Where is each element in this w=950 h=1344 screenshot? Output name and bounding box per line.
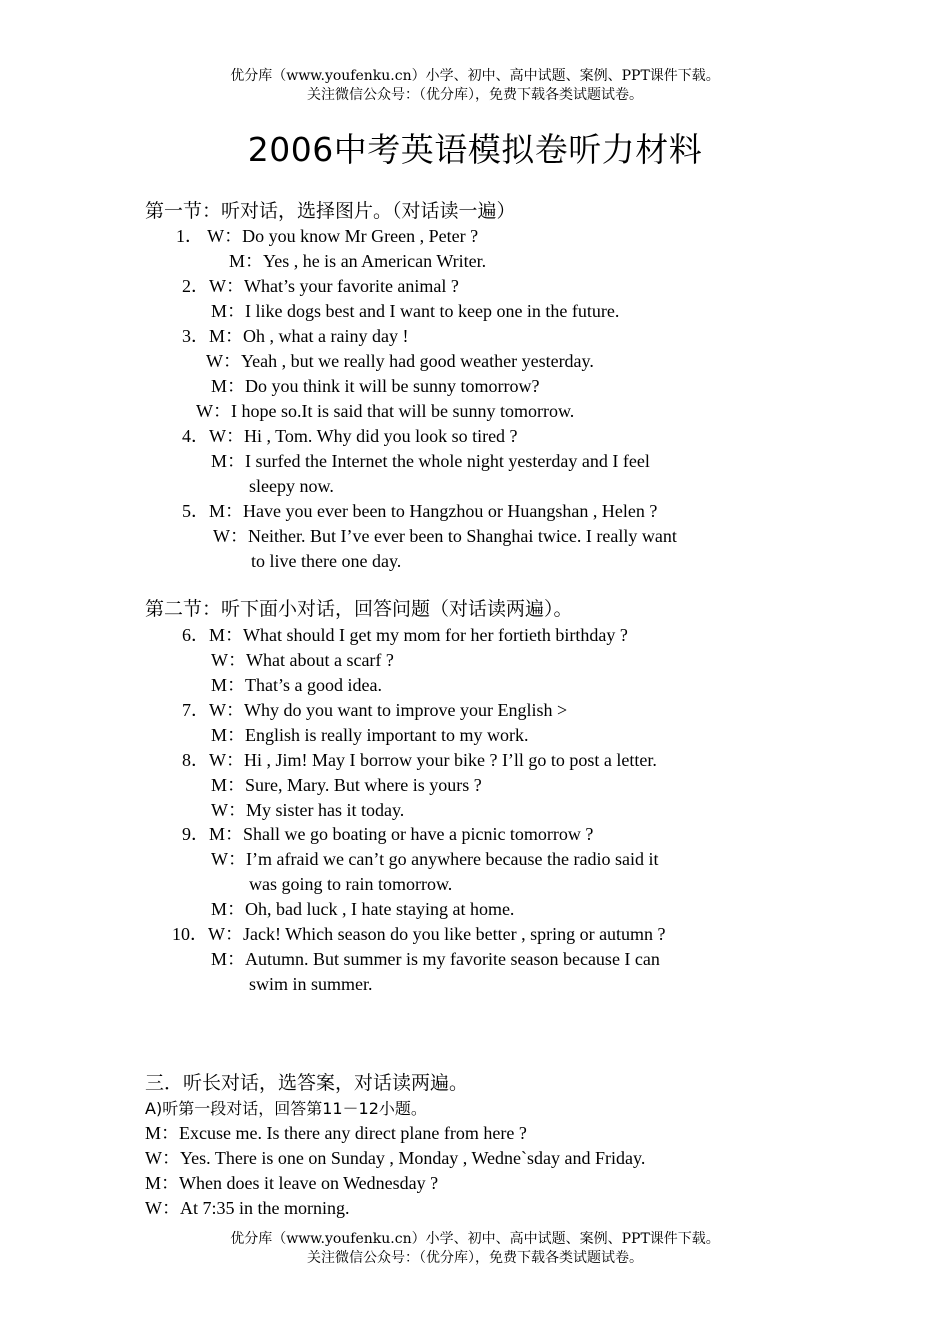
s1-line-13: W：Neither. But I’ve ever been to Shanghai twice. I really want <box>213 526 677 546</box>
footer-line-2: 关注微信公众号：（优分库），免费下载各类试题试卷。 <box>307 1250 643 1266</box>
s1-line-6: W：Yeah , but we really had good weather yesterday. <box>206 351 594 371</box>
s1-line-8: W：I hope so.It is said that will be sunny tomorrow. <box>196 401 575 421</box>
section-1-heading: 第一节：听对话，选择图片。（对话读一遍） <box>145 200 516 222</box>
s3-line-1: M：Excuse me. Is there any direct plane from here ? <box>145 1123 527 1143</box>
s2-line-3: M：That’s a good idea. <box>211 675 382 695</box>
s2-line-13: 10．W：Jack! Which season do you like better , spring or autumn ? <box>172 924 666 944</box>
s2-line-12: M：Oh, bad luck , I hate staying at home. <box>211 899 515 919</box>
s1-line-4: M：I like dogs best and I want to keep one in the future. <box>211 301 620 321</box>
s1-line-11: sleepy now. <box>249 476 334 496</box>
s1-line-9: 4．W：Hi , Tom. Why did you look so tired ? <box>182 426 518 446</box>
s1-line-3: 2．W：What’s your favorite animal ? <box>182 276 459 296</box>
s1-line-10: M：I surfed the Internet the whole night yesterday and I feel <box>211 451 650 471</box>
s3-line-2: W：Yes. There is one on Sunday , Monday , Wedne`sday and Friday. <box>145 1148 646 1168</box>
s2-line-7: M：Sure, Mary. But where is yours ? <box>211 775 482 795</box>
section-3-subheading: A)听第一段对话，回答第11－12小题。 <box>145 1099 427 1118</box>
s3-line-3: M：When does it leave on Wednesday ? <box>145 1173 439 1193</box>
s2-line-1: 6．M：What should I get my mom for her fortieth birthday ? <box>182 625 628 645</box>
s1-line-2: M：Yes , he is an American Writer. <box>229 251 487 271</box>
s2-line-6: 8．W：Hi , Jim! May I borrow your bike ? I’ll go to post a letter. <box>182 750 657 770</box>
s2-line-8: W：My sister has it today. <box>211 800 405 820</box>
header-line-1: 优分库（www.youfenku.cn）小学、初中、高中试题、案例、PPT课件下载。 <box>230 68 720 84</box>
s2-line-9: 9．M：Shall we go boating or have a picnic tomorrow ? <box>182 824 594 844</box>
s2-line-15: swim in summer. <box>249 974 373 994</box>
s2-line-4: 7．W：Why do you want to improve your English > <box>182 700 568 720</box>
s2-line-14: M：Autumn. But summer is my favorite season because I can <box>211 949 660 969</box>
s2-line-5: M：English is really important to my work. <box>211 725 529 745</box>
s1-line-5: 3．M：Oh , what a rainy day ! <box>182 326 409 346</box>
s2-line-2: W：What about a scarf ? <box>211 650 394 670</box>
s2-line-11: was going to rain tomorrow. <box>249 874 453 894</box>
s3-line-4: W：At 7:35 in the morning. <box>145 1198 350 1218</box>
s1-line-7: M：Do you think it will be sunny tomorrow? <box>211 376 540 396</box>
page-title: 2006中考英语模拟卷听力材料 <box>247 130 703 169</box>
s1-line-1: 1． W：Do you know Mr Green , Peter ? <box>176 226 479 246</box>
footer-line-1: 优分库（www.youfenku.cn）小学、初中、高中试题、案例、PPT课件下载。 <box>230 1231 720 1247</box>
section-3-heading: 三．听长对话，选答案，对话读两遍。 <box>145 1072 469 1094</box>
s1-line-14: to live there one day. <box>251 551 402 571</box>
header-line-2: 关注微信公众号：（优分库），免费下载各类试题试卷。 <box>307 87 643 103</box>
s1-line-12: 5．M：Have you ever been to Hangzhou or Huangshan , Helen ? <box>182 501 658 521</box>
s2-line-10: W：I’m afraid we can’t go anywhere because the radio said it <box>211 849 659 869</box>
section-2-heading: 第二节：听下面小对话，回答问题（对话读两遍）。 <box>145 598 573 620</box>
